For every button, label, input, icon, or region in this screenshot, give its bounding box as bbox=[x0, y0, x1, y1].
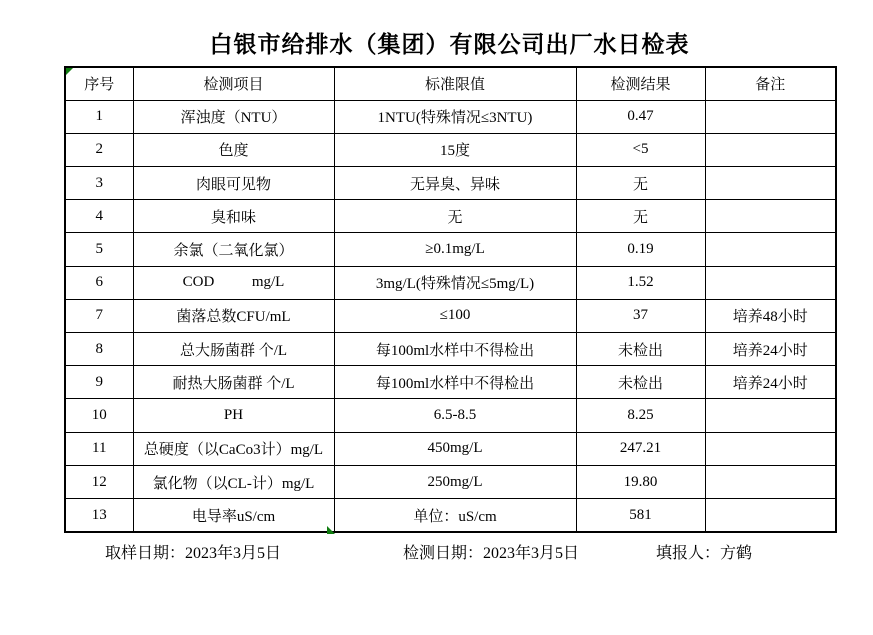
cell-item: 菌落总数CFU/mL bbox=[133, 299, 334, 332]
cell-limit: 无 bbox=[334, 200, 576, 233]
cell-limit: 每100ml水样中不得检出 bbox=[334, 366, 576, 399]
table-row bbox=[65, 499, 836, 532]
cell-no: 1 bbox=[65, 100, 133, 133]
sample-date-label: 取样日期：2023年3月5日 bbox=[105, 545, 282, 562]
cell-note: 培养24小时 bbox=[705, 366, 836, 399]
cell-limit: 3mg/L(特殊情况≤5mg/L) bbox=[334, 266, 576, 299]
footer bbox=[0, 540, 873, 562]
cell-result: 无 bbox=[576, 166, 705, 199]
table-row bbox=[65, 266, 836, 299]
cell-limit: 无异臭、异味 bbox=[334, 166, 576, 199]
cell-limit: ≥0.1mg/L bbox=[334, 233, 576, 266]
cell-item: 总大肠菌群 个/L bbox=[133, 333, 334, 366]
table-row bbox=[65, 233, 836, 266]
cell-limit: 每100ml水样中不得检出 bbox=[334, 333, 576, 366]
cell-item: PH bbox=[133, 399, 334, 432]
cell-limit: 6.5-8.5 bbox=[334, 399, 576, 432]
col-header-note: 备注 bbox=[705, 67, 836, 100]
cell-no: 12 bbox=[65, 465, 133, 498]
table-row bbox=[65, 299, 836, 332]
cell-item: 氯化物（以CL-计）mg/L bbox=[133, 465, 334, 498]
col-header-no: 序号 bbox=[65, 67, 133, 100]
cell-note bbox=[705, 100, 836, 133]
cell-no: 4 bbox=[65, 200, 133, 233]
reporter-label: 填报人：方鹤 bbox=[656, 545, 753, 562]
cell-item: 余氯（二氧化氯） bbox=[133, 233, 334, 266]
cell-limit: 15度 bbox=[334, 133, 576, 166]
cell-result: 未检出 bbox=[576, 366, 705, 399]
cell-limit: 单位：uS/cm bbox=[334, 499, 576, 532]
cell-no: 7 bbox=[65, 299, 133, 332]
cell-limit: 250mg/L bbox=[334, 465, 576, 498]
cell-item: 浑浊度（NTU） bbox=[133, 100, 334, 133]
cell-item: 臭和味 bbox=[133, 200, 334, 233]
cell-result: 19.80 bbox=[576, 465, 705, 498]
cell-limit: 450mg/L bbox=[334, 432, 576, 465]
table-row bbox=[65, 100, 836, 133]
cell-note: 培养24小时 bbox=[705, 333, 836, 366]
cell-no: 6 bbox=[65, 266, 133, 299]
cell-item: 肉眼可见物 bbox=[133, 166, 334, 199]
test-date-label: 检测日期：2023年3月5日 bbox=[403, 545, 580, 562]
cell-no: 8 bbox=[65, 333, 133, 366]
cell-no: 13 bbox=[65, 499, 133, 532]
cell-note bbox=[705, 233, 836, 266]
cell-note: 培养48小时 bbox=[705, 299, 836, 332]
table-row bbox=[65, 200, 836, 233]
cell-note bbox=[705, 399, 836, 432]
table-row bbox=[65, 366, 836, 399]
page-title: 白银市给排水（集团）有限公司出厂水日检表 bbox=[209, 32, 690, 57]
table-row bbox=[65, 133, 836, 166]
cell-item: 耐热大肠菌群 个/L bbox=[133, 366, 334, 399]
cell-limit: ≤100 bbox=[334, 299, 576, 332]
table-row bbox=[65, 465, 836, 498]
cell-no: 3 bbox=[65, 166, 133, 199]
cell-result: 0.19 bbox=[576, 233, 705, 266]
cell-note bbox=[705, 200, 836, 233]
cell-no: 2 bbox=[65, 133, 133, 166]
col-header-result: 检测结果 bbox=[576, 67, 705, 100]
cell-result: 1.52 bbox=[576, 266, 705, 299]
water-quality-table bbox=[64, 66, 837, 533]
cell-item: 色度 bbox=[133, 133, 334, 166]
cell-item: 电导率uS/cm bbox=[133, 499, 334, 532]
cell-result: 581 bbox=[576, 499, 705, 532]
cell-result: 0.47 bbox=[576, 100, 705, 133]
cell-note bbox=[705, 499, 836, 532]
cell-note bbox=[705, 133, 836, 166]
cell-result: 未检出 bbox=[576, 333, 705, 366]
cell-item: 总硬度（以CaCo3计）mg/L bbox=[133, 432, 334, 465]
cell-result: 37 bbox=[576, 299, 705, 332]
cell-no: 11 bbox=[65, 432, 133, 465]
cell-result: 8.25 bbox=[576, 399, 705, 432]
cell-no: 5 bbox=[65, 233, 133, 266]
table-row bbox=[65, 333, 836, 366]
cell-note bbox=[705, 266, 836, 299]
cell-result: <5 bbox=[576, 133, 705, 166]
table-header-row bbox=[65, 67, 836, 100]
cell-note bbox=[705, 432, 836, 465]
cell-no: 10 bbox=[65, 399, 133, 432]
table-row bbox=[65, 432, 836, 465]
cell-note bbox=[705, 166, 836, 199]
cell-corner-marker-icon bbox=[66, 68, 73, 75]
col-header-item: 检测项目 bbox=[133, 67, 334, 100]
cell-result: 无 bbox=[576, 200, 705, 233]
cell-limit: 1NTU(特殊情况≤3NTU) bbox=[334, 100, 576, 133]
cell-item: COD mg/L bbox=[133, 266, 334, 299]
cell-no: 9 bbox=[65, 366, 133, 399]
table-row bbox=[65, 166, 836, 199]
table-row bbox=[65, 399, 836, 432]
cell-note bbox=[705, 465, 836, 498]
cell-bottom-marker-icon bbox=[327, 526, 335, 534]
col-header-limit: 标准限值 bbox=[334, 67, 576, 100]
cell-result: 247.21 bbox=[576, 432, 705, 465]
